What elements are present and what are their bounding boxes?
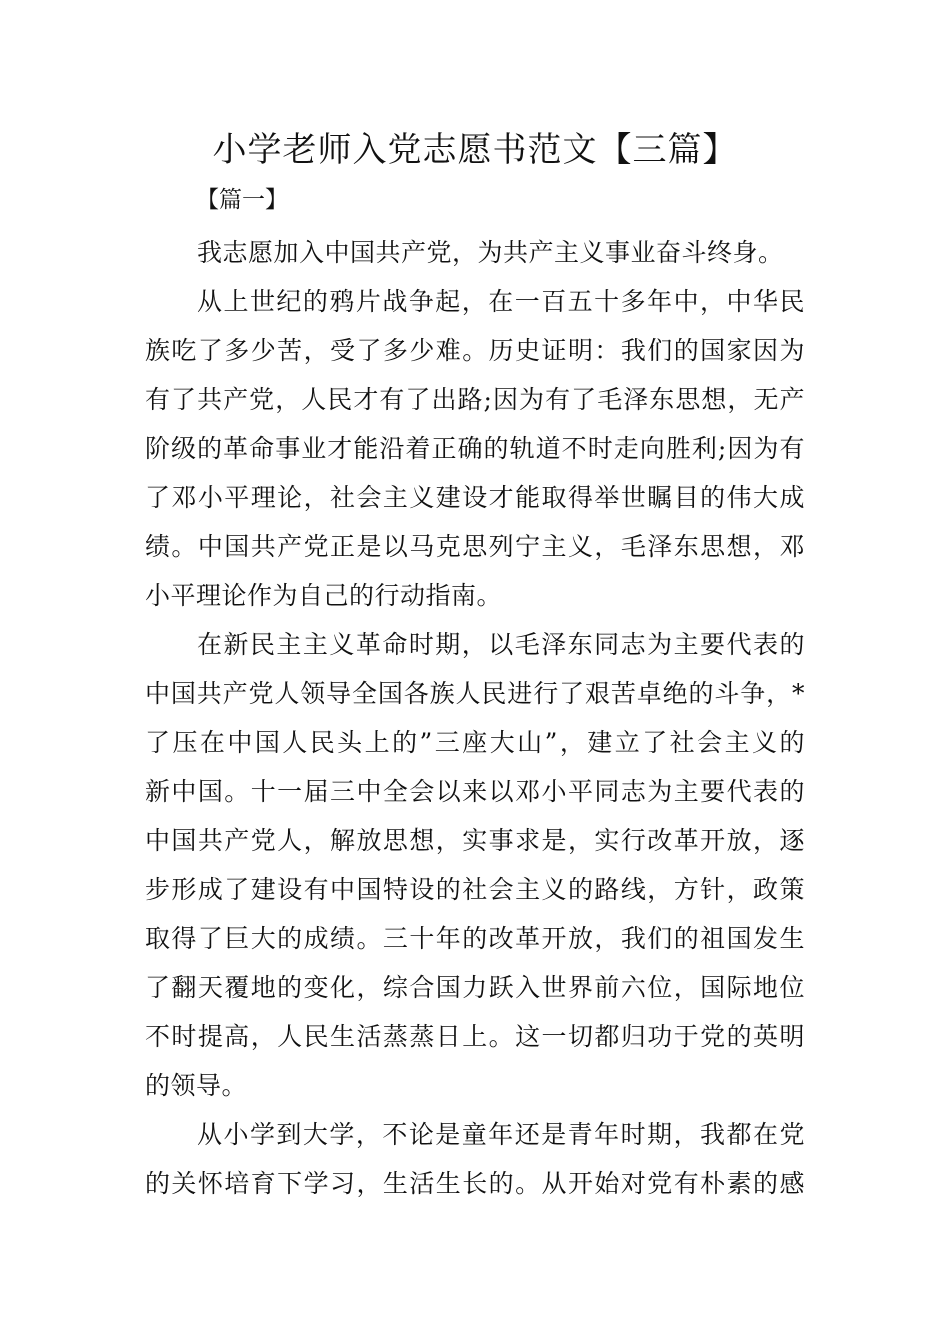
text-line: 有了共产党，人民才有了出路;因为有了毛泽东思想，无产: [145, 385, 805, 414]
text-line: 新中国。十一届三中全会以来以邓小平同志为主要代表的: [145, 777, 805, 806]
paragraph-1: [145, 228, 805, 277]
text-line: 我志愿加入中国共产党，为共产主义事业奋斗终身。: [197, 238, 784, 267]
text-line: 了翻天覆地的变化，综合国力跃入世界前六位，国际地位: [145, 973, 805, 1002]
document-title: 小学老师入党志愿书范文【三篇】: [212, 130, 738, 170]
text-line: 绩。中国共产党正是以马克思列宁主义，毛泽东思想，邓: [145, 532, 805, 561]
text-line: 小平理论作为自己的行动指南。: [145, 581, 503, 610]
paragraph-2: [145, 277, 805, 620]
text-line: 了邓小平理论，社会主义建设才能取得举世瞩目的伟大成: [145, 483, 805, 512]
text-line: 中国共产党人领导全国各族人民进行了艰苦卓绝的斗争，*: [145, 679, 805, 708]
text-line: 的关怀培育下学习，生活生长的。从开始对党有朴素的感: [145, 1169, 805, 1198]
text-line: 不时提高，人民生活蒸蒸日上。这一切都归功于党的英明: [145, 1022, 805, 1051]
text-line: 从上世纪的鸦片战争起，在一百五十多年中，中华民: [197, 287, 805, 316]
text-line: 在新民主主义革命时期，以毛泽东同志为主要代表的: [197, 630, 805, 659]
text-line: 中国共产党人，解放思想，实事求是，实行改革开放，逐: [145, 826, 805, 855]
paragraph-3: [145, 620, 805, 1110]
text-line: 了压在中国人民头上的”三座大山”，建立了社会主义的: [145, 728, 805, 757]
text-line: 的领导。: [145, 1071, 248, 1100]
text-line: 步形成了建设有中国特设的社会主义的路线，方针，政策: [145, 875, 805, 904]
paragraph-4: [145, 1110, 805, 1208]
text-line: 阶级的革命事业才能沿着正确的轨道不时走向胜利;因为有: [145, 434, 805, 463]
text-line: 取得了巨大的成绩。三十年的改革开放，我们的祖国发生: [145, 924, 805, 953]
text-line: 从小学到大学，不论是童年还是青年时期，我都在党: [197, 1120, 805, 1149]
document-body: [145, 228, 805, 1208]
section-label: 【篇一】: [196, 187, 288, 213]
text-line: 族吃了多少苦，受了多少难。历史证明：我们的国家因为: [145, 336, 805, 365]
